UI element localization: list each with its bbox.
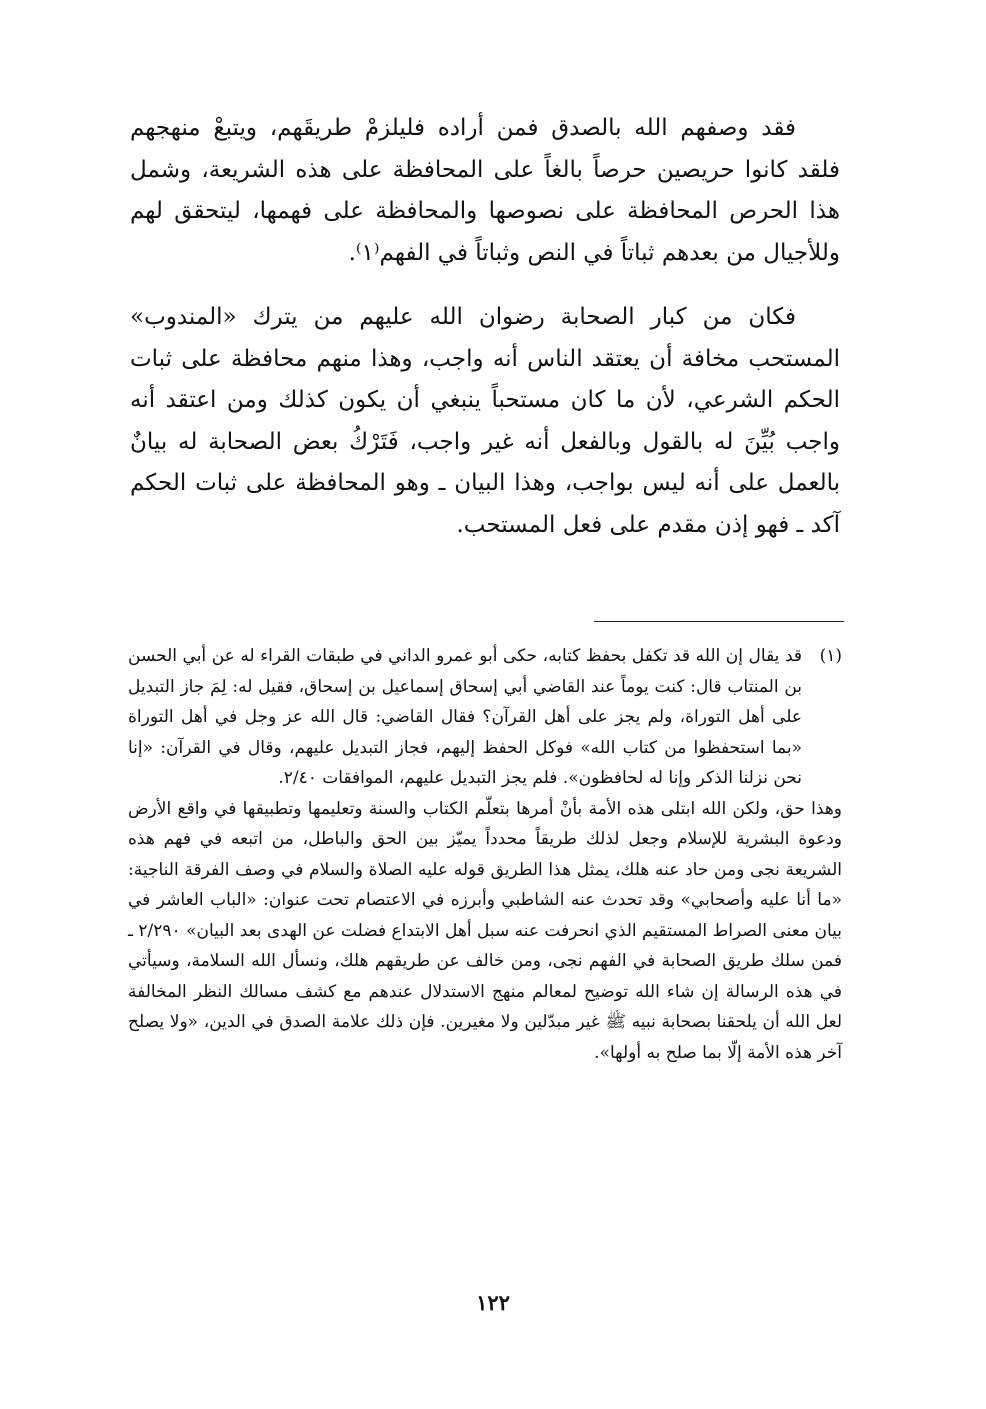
- page-number: ١٢٢: [476, 1290, 510, 1315]
- footnote-marker: (١): [819, 646, 842, 666]
- footnote-continuation: وهذا حق، ولكن الله ابتلى هذه الأمة بأنْ أمرها بتعلّم الكتاب والسنة وتعليمها وتطبيقها في واقع الأرض ودعوة البشرية للإسلام وجعل لذلك طريقاً محدداً يميّز بين الحق والباطل، من اتبعه في فهم هذه الشريعة نجى ومن حاد عنه هلك، يمثل هذا الطريق قوله عليه الصلاة والسلام في وصف الفرقة الناجية: «ما أنا عليه وأصحابي» وقد تحدث عنه الشاطبي وأبرزه في الاعتصام تحت عنوان: «الباب العاشر في بيان معنى الصراط المستقيم الذي انحرفت عنه سبل أهل الابتداع فضلت عن الهدى بعد البيان» ٢/٢٩٠ ـ فمن سلك طريق الصحابة في الفهم نجى، ومن خالف عن طريقهم هلك، ونسأل الله السلامة، وسيأتي في هذه الرسالة إن شاء الله توضيح لمعالم منهج الاستدلال عندهم مع كشف مسالك النظر المخالفة لعل الله أن يلحقنا بصحابة نبيه ﷺ غير مبدّلين ولا مغيرين. فإن ذلك علامة الصدق في الدين، «ولا يصلح آخر هذه الأمة إلّا بما صلح به أولها».: [128, 798, 842, 1063]
- main-paragraph-1: فقد وصفهم الله بالصدق فمن أراده فليلزمْ طريقَهم، ويتبعْ منهجهم فلقد كانوا حريصين حرصاً بالغاً على المحافظة على هذه الشريعة، وشمل هذا الحرص المحافظة على نصوصها والمحافظة على فهمها، ليتحقق لهم وللأجيال من بعدهم ثباتاً في النص وثباتاً في الفهم⁽١⁾.: [130, 115, 840, 266]
- footnote-divider: [594, 621, 844, 622]
- footnote-text: قد يقال إن الله قد تكفل بحفظ كتابه، حكى أبو عمرو الداني في طبقات القراء له عن أبي الحسن بن المنتاب قال: كنت يوماً عند القاضي أبي إسحاق إسماعيل بن إسحاق، فقيل له: لِمَ جاز التبديل على أهل التوراة، ولم يجز على أهل القرآن؟ فقال القاضي: قال الله عز وجل في أهل التوراة «بما استحفظوا من كتاب الله» فوكل الحفظ إليهم، فجاز التبديل عليهم، وقال في القرآن: «إنا نحن نزلنا الذكر وإنا له لحافظون». فلم يجز التبديل عليهم، الموافقات ٢/٤٠.: [128, 646, 802, 788]
- main-paragraph-2: فكان من كبار الصحابة رضوان الله عليهم من يترك «المندوب» المستحب مخافة أن يعتقد الناس أنه واجب، وهذا منهم محافظة على ثبات الحكم الشرعي، لأن ما كان مستحباً ينبغي أن يكون كذلك ومن اعتقد أنه واجب بُيِّنَ له بالقول وبالفعل أنه غير واجب، فَتَرْكُ بعض الصحابة له بيانٌ بالعمل على أنه ليس بواجب، وهذا البيان ـ وهو المحافظة على ثبات الحكم آكد ـ فهو إذن مقدم على فعل المستحب.: [130, 304, 840, 538]
- main-text: [130, 108, 840, 546]
- footnotes: [128, 641, 842, 1068]
- footnote-1: [128, 641, 842, 794]
